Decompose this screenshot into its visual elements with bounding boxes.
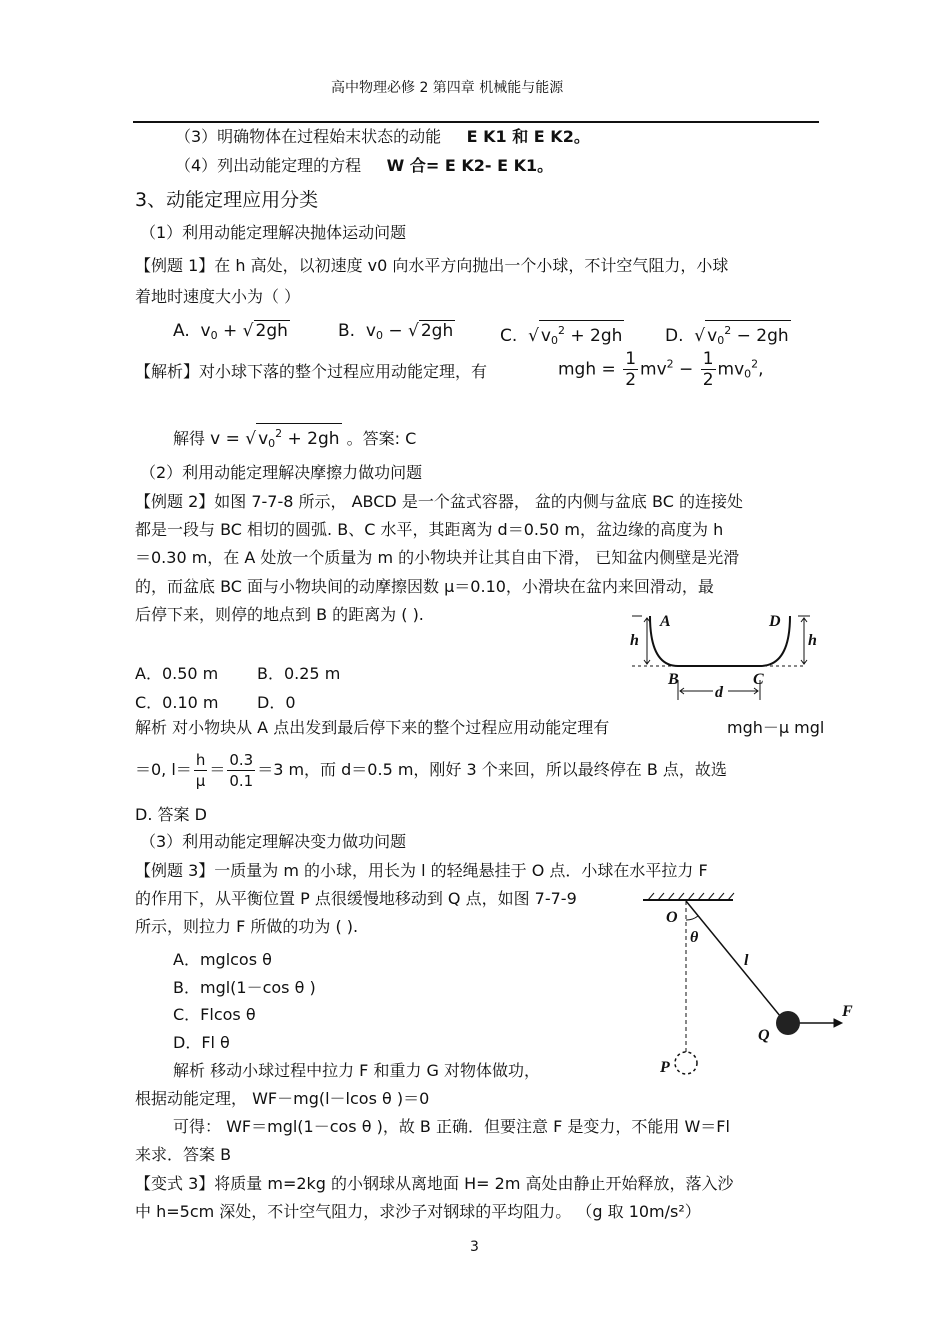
example-2-option-b: B．0.25 m [257, 664, 341, 683]
example-3-option-c: C．Flcos θ [173, 1005, 256, 1024]
example-2-solution-2: ＝0, l＝ $\frac{h}{\mu}$ ＝ $\frac{0.3}{0.1}$ ＝3 m，而 d＝0.5 m，刚好 3 个来回，所以最终停在 B 点，故选 [135, 751, 727, 790]
label-a: A [660, 613, 671, 630]
label-p: P [660, 1059, 670, 1076]
example-1-solution: 【解析】对小球下落的整个过程应用动能定理，有 [135, 362, 488, 381]
variation-3-line-1: 【变式 3】将质量 m=2kg 的小钢球从离地面 H= 2m 高处由静止开始释放，落入沙 [135, 1174, 734, 1193]
example-2-line-5: 后停下来，则停的地点到 B 的距离为 ( ). [135, 605, 424, 624]
label-h-left: h [630, 632, 639, 649]
label-f: F [842, 1003, 853, 1020]
example-2-solution-1: 解析 对小物块从 A 点出发到最后停下来的整个过程应用动能定理有 [135, 718, 610, 737]
example-1-line-2: 着地时速度大小为（ ） [135, 287, 301, 306]
section-title: 3、动能定理应用分类 [135, 189, 319, 211]
label-theta: θ [690, 929, 699, 946]
example-2-option-a: A．0.50 m [135, 664, 219, 683]
page-header: 高中物理必修 2 第四章 机械能与能源 [331, 80, 564, 96]
label-d-distance: d [715, 684, 723, 701]
example-3-option-a: A．mglcos θ [173, 950, 272, 969]
example-2-line-2: 都是一段与 BC 相切的圆弧. B、C 水平，其距离为 d＝0.50 m，盆边缘的高度为 h [135, 520, 724, 539]
example-2-line-4: 的，而盆底 BC 面与小物块间的动摩擦因数 μ＝0.10，小滑块在盆内来回滑动，最 [135, 577, 714, 596]
example-2-option-d: D．0 [257, 693, 296, 712]
label-l: l [744, 952, 749, 969]
example-3-line-3: 所示，则拉力 F 所做的功为 ( ). [135, 917, 359, 936]
label-d: D [769, 613, 781, 630]
subsection-2: （2）利用动能定理解决摩擦力做功问题 [140, 463, 423, 482]
example-2-option-c: C．0.10 m [135, 693, 219, 712]
label-c: C [753, 671, 764, 688]
example-3-option-d: D．Fl θ [173, 1033, 230, 1052]
example-3-solution-3: 可得： WF＝mgl(1－cos θ )，故 B 正确．但要注意 F 是变力，不能用 W＝Fl [173, 1117, 730, 1136]
example-2-line-1: 【例题 2】如图 7-7-8 所示， ABCD 是一个盆式容器， 盆的内侧与盆底 BC 的连接处 [135, 492, 743, 511]
step-4: （4）列出动能定理的方程 W 合= E K2- E K1。 [175, 156, 554, 175]
example-3-solution-1: 解析 移动小球过程中拉力 F 和重力 G 对物体做功， [173, 1061, 541, 1080]
energy-equation: mgh = $\frac{1}{2}$ $mv^2$ − $\frac{1}{2}$ $mv_0^2$, [558, 349, 764, 390]
example-3-line-2: 的作用下，从平衡位置 P 点很缓慢地移动到 Q 点，如图 7-7-9 [135, 889, 577, 908]
option-a: A. $v_0$ + √ 2gh [173, 321, 288, 342]
option-c: C. √ $v_0^2 + 2gh$ [500, 320, 624, 351]
label-q: Q [758, 1027, 770, 1044]
header-rule [133, 121, 819, 123]
subsection-3: （3）利用动能定理解决变力做功问题 [140, 832, 407, 851]
example-2-solution-1-tail: mgh－μ mgl [727, 718, 825, 737]
variation-3-line-2: 中 h=5cm 深处，不计空气阻力，求沙子对钢球的平均阻力。 （g 取 10m/s²） [135, 1202, 701, 1221]
example-3-line-1: 【例题 3】一质量为 m 的小球，用长为 l 的轻绳悬挂于 O 点．小球在水平拉力 F [135, 861, 708, 880]
example-3-solution-4: 来求．答案 B [135, 1145, 232, 1164]
step-3: （3）明确物体在过程始末状态的动能 E K1 和 E K2。 [175, 127, 590, 146]
example-2-solution-3: D. 答案 D [135, 805, 207, 824]
option-b: B. $v_0$ − √ 2gh [338, 321, 454, 342]
option-d: D. √ $v_0^2 - 2gh$ [665, 320, 791, 351]
example-3-solution-2: 根据动能定理， WF－mg(l－lcos θ )＝0 [135, 1089, 430, 1108]
basin-figure [628, 608, 818, 708]
label-o: O [666, 909, 678, 926]
label-h-right: h [808, 632, 817, 649]
example-1-line-1: 【例题 1】在 h 高处，以初速度 v0 向水平方向抛出一个小球，不计空气阻力，小球 [135, 256, 729, 275]
pendulum-figure [638, 890, 858, 1085]
subsection-1: （1）利用动能定理解决抛体运动问题 [140, 223, 407, 242]
example-1-result: 解得 v = √ $v_0^2 + 2gh$ 。答案: C [173, 423, 416, 454]
label-b: B [668, 671, 679, 688]
example-2-line-3: ＝0.30 m，在 A 处放一个质量为 m 的小物块并让其自由下滑， 已知盆内侧壁是光滑 [135, 548, 740, 567]
page-number: 3 [470, 1239, 479, 1255]
example-3-option-b: B．mgl(1－cos θ ) [173, 978, 316, 997]
